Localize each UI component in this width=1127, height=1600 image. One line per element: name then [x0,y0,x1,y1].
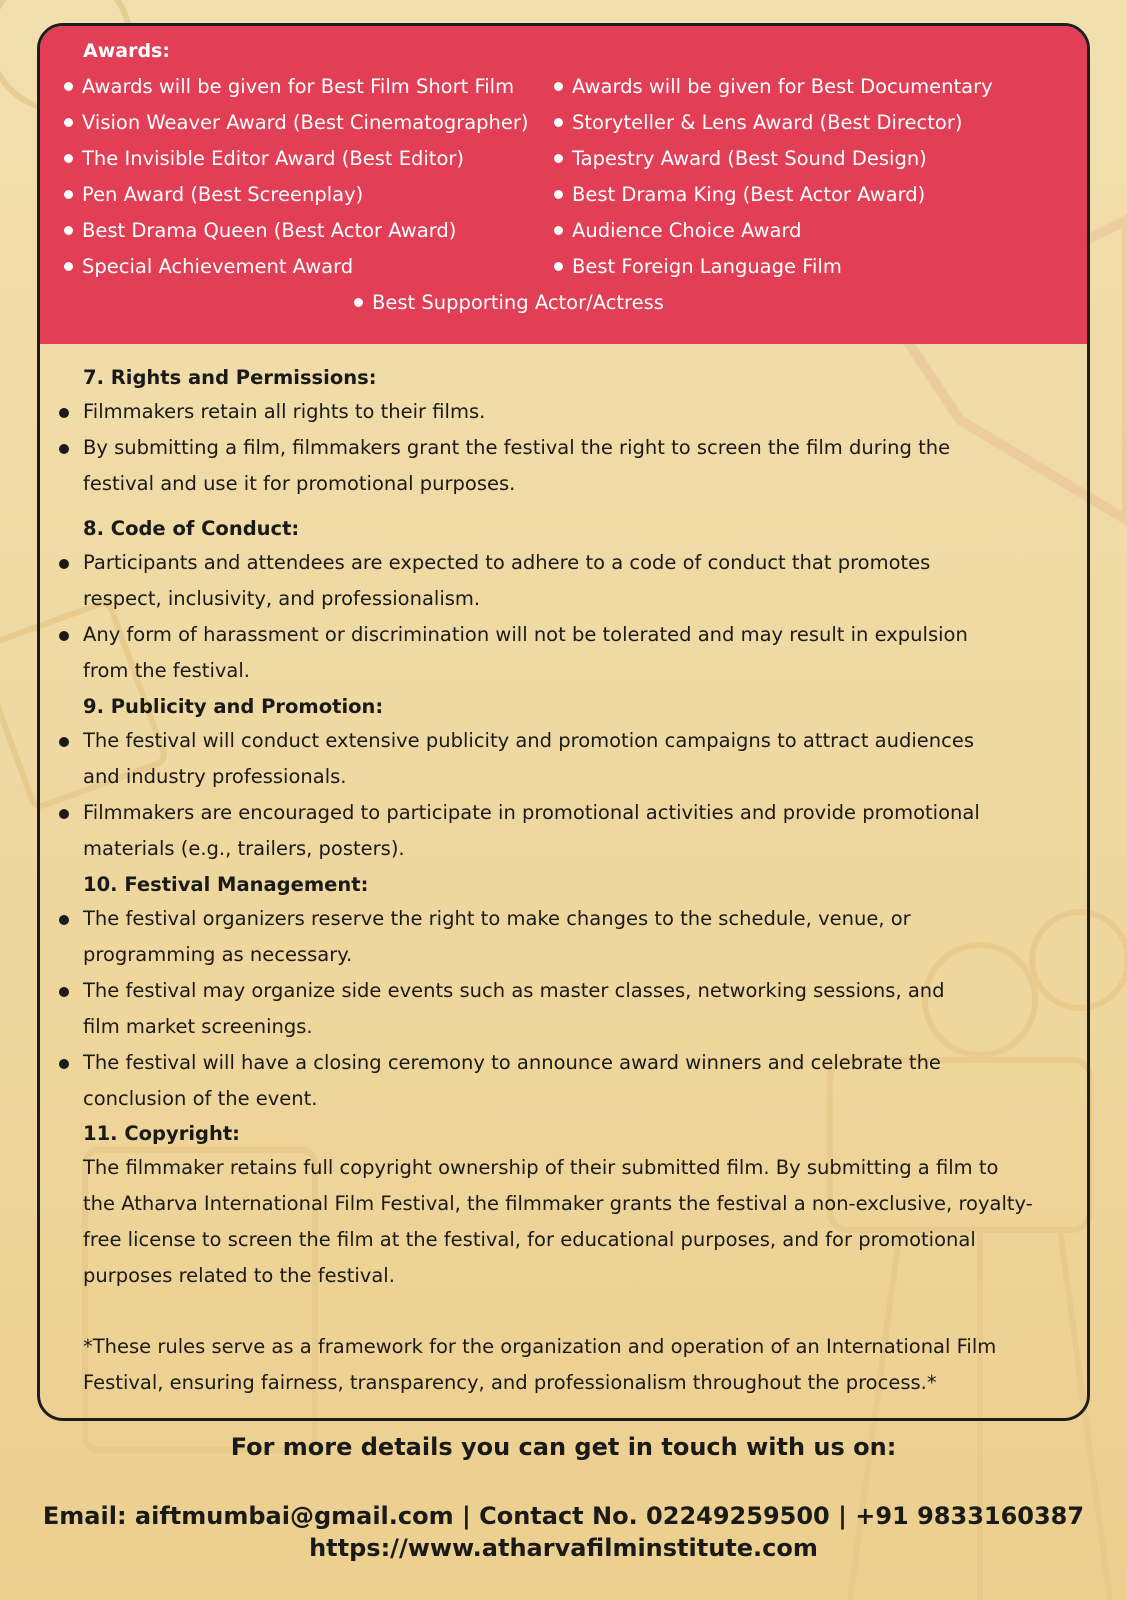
award-item: Vision Weaver Award (Best Cinematographer) [64,111,529,135]
award-item: Special Achievement Award [64,255,353,279]
website-link[interactable]: https://www.atharvafilminstitute.com [309,1534,818,1562]
bullet-icon [554,226,563,235]
contact-details: Email: aiftmumbai@gmail.com | Contact No. 02249259500 | +91 9833160387 [42,1502,1085,1530]
list-item: Participants and attendees are expected to adhere to a code of conduct that promotes respect, inclusivity, and professionalism. [83,545,983,617]
list-item: By submitting a film, filmmakers grant the festival the right to screen the film during the festival and use it for promotional purposes. [83,430,983,502]
list-item: The festival will have a closing ceremony to announce award winners and celebrate the conclusion of the event. [83,1045,983,1117]
list-item: Filmmakers are encouraged to participate in promotional activities and provide promotional materials (e.g., trailers, posters). [83,795,983,867]
bullet-icon [64,262,73,271]
award-item: Best Drama Queen (Best Actor Award) [64,219,456,243]
list-item: The festival may organize side events such as master classes, networking sessions, and film market screenings. [83,973,983,1045]
bullet-icon [354,298,363,307]
footnote-text: *These rules serve as a framework for the organization and operation of an International Film Festival, ensuring fairness, transparency, and professionalism throughout the process.* [83,1335,997,1394]
award-item: Pen Award (Best Screenplay) [64,183,363,207]
award-item: Storyteller & Lens Award (Best Director) [554,111,962,135]
bullet-icon [64,154,73,163]
section-heading-conduct: 8. Code of Conduct: [83,517,300,540]
awards-heading: Awards: [83,40,170,62]
section-heading-copyright: 11. Copyright: [83,1122,240,1145]
list-item: The festival will conduct extensive publicity and promotion campaigns to attract audiences and industry professionals. [83,723,983,795]
awards-panel [40,26,1087,344]
rules-content [40,344,1087,1421]
award-item: The Invisible Editor Award (Best Editor) [64,147,464,171]
award-item: Best Foreign Language Film [554,255,842,279]
bullet-icon [64,118,73,127]
copyright-text: The filmmaker retains full copyright ownership of their submitted film. By submitting a film to the Atharva International Film Festival, the filmmaker grants the festival a non-exclusive, royalty-free license to screen the film at the festival, for educational purposes, and for promotional purposes related to the festival. [83,1156,1033,1287]
contact-heading: For more details you can get in touch with us on: [230,1433,897,1461]
bullet-icon [64,190,73,199]
award-item: Awards will be given for Best Film Short Film [64,75,514,99]
award-item-center: Best Supporting Actor/Actress [354,291,664,315]
bullet-icon [64,82,73,91]
bullet-icon [554,118,563,127]
award-item: Audience Choice Award [554,219,802,243]
bullet-icon [554,154,563,163]
list-item: The festival organizers reserve the right to make changes to the schedule, venue, or programming as necessary. [83,901,983,973]
bullet-icon [554,262,563,271]
bullet-icon [554,190,563,199]
list-item: Filmmakers retain all rights to their films. [83,394,983,430]
award-item: Awards will be given for Best Documentary [554,75,993,99]
bullet-icon [554,82,563,91]
section-heading-publicity: 9. Publicity and Promotion: [83,695,384,718]
bullet-icon [64,226,73,235]
list-item: Any form of harassment or discrimination will not be tolerated and may result in expulsion from the festival. [83,617,983,689]
section-heading-rights: 7. Rights and Permissions: [83,366,377,389]
section-heading-management: 10. Festival Management: [83,873,369,896]
award-item: Best Drama King (Best Actor Award) [554,183,925,207]
rules-card [37,23,1090,1421]
award-item: Tapestry Award (Best Sound Design) [554,147,927,171]
